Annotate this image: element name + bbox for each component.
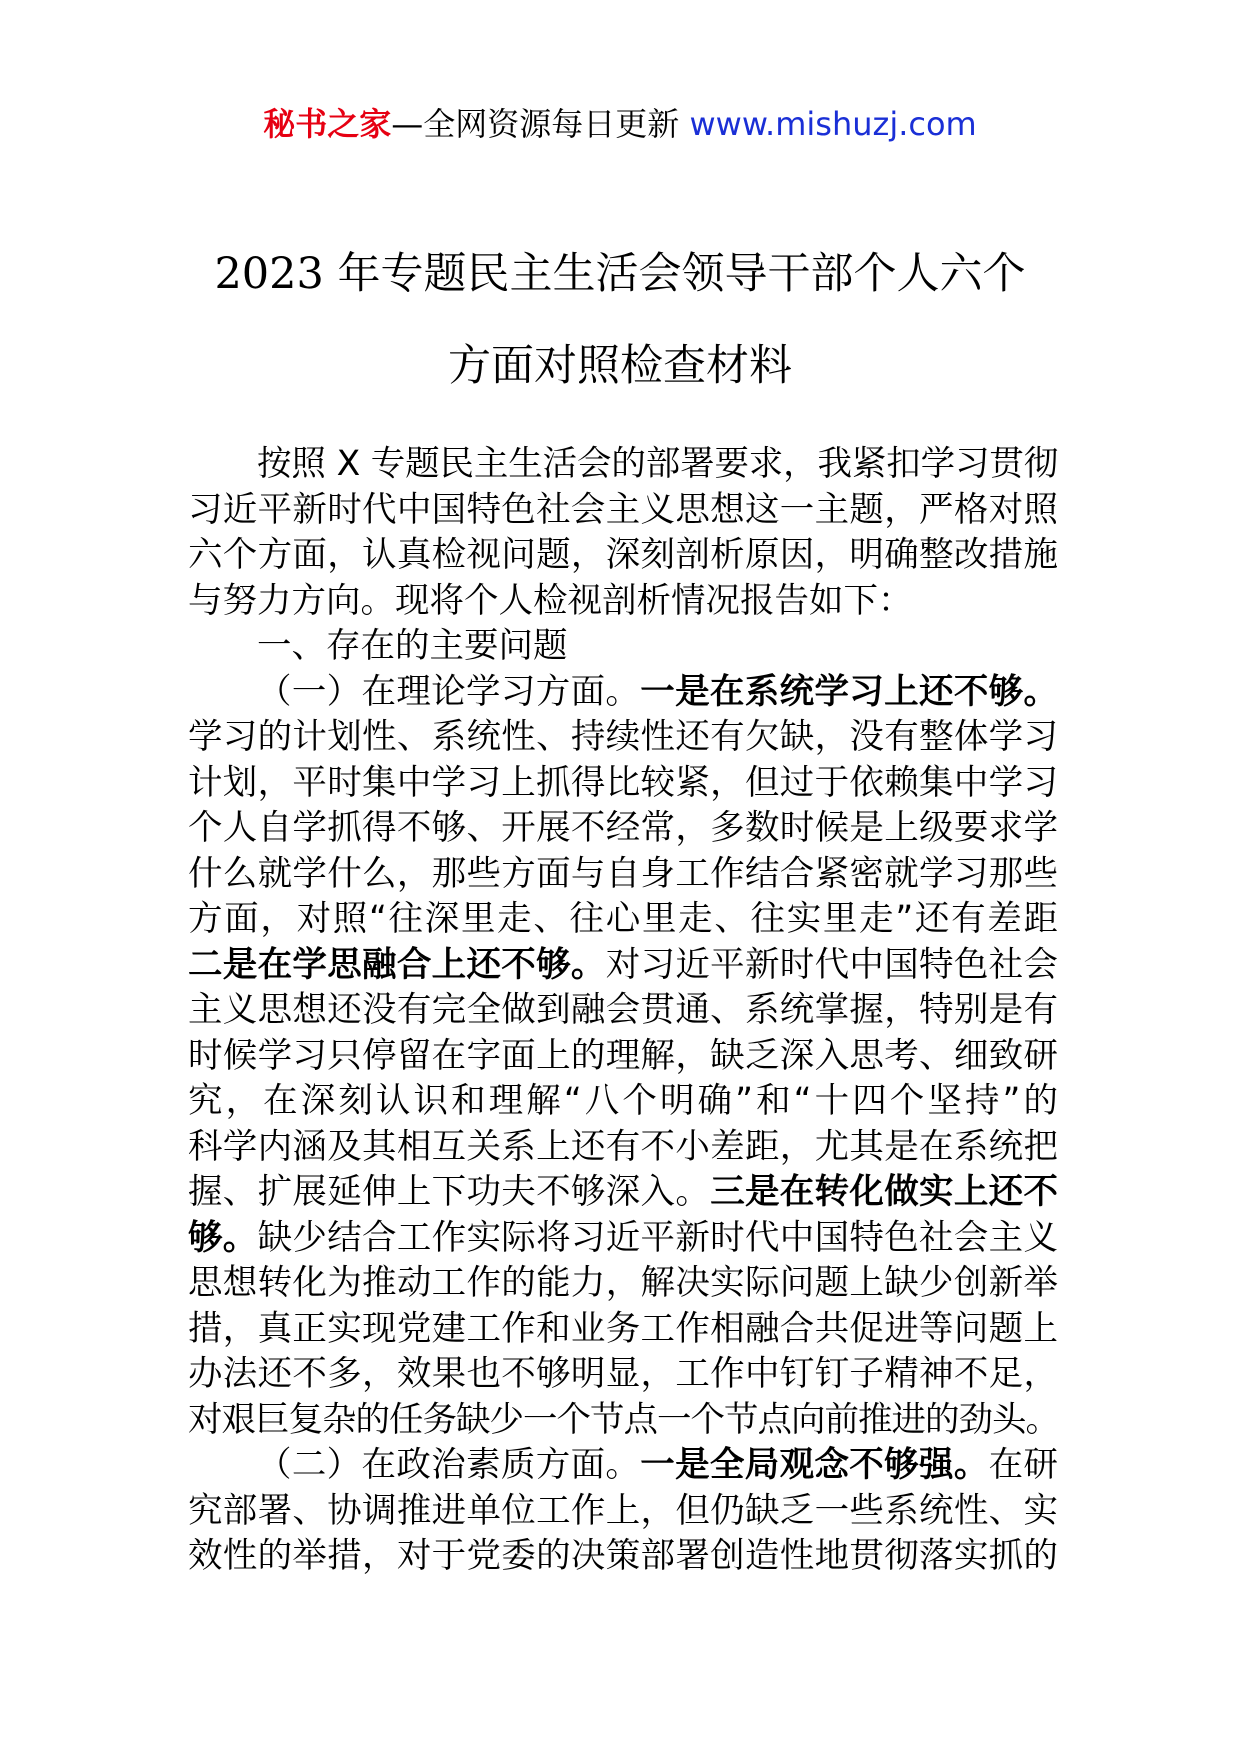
paragraph-line: 个人自学抓得不够、开展不经常，多数时候是上级要求学 bbox=[188, 808, 1058, 848]
paragraph-line: 办法还不多，效果也不够明显，工作中钉钉子精神不足， bbox=[188, 1354, 1058, 1394]
paragraph-line: 时候学习只停留在字面上的理解，缺乏深入思考、细致研 bbox=[188, 1035, 1058, 1076]
paragraph-line: 学习的计划性、系统性、持续性还有欠缺，没有整体学习 bbox=[188, 717, 1058, 757]
document-body bbox=[188, 442, 1058, 1580]
paragraph-line: 科学内涵及其相互关系上还有不小差距，尤其是在系统把 bbox=[188, 1126, 1058, 1167]
paragraph-line: 究部署、协调推进单位工作上，但仍缺乏一些系统性、实 bbox=[188, 1490, 1058, 1531]
paragraph-line bbox=[188, 943, 1058, 989]
intro-line: 六个方面，认真检视问题，深刻剖析原因，明确整改措施 bbox=[188, 535, 1058, 575]
site-header bbox=[0, 100, 1240, 148]
paragraph-line: 对艰巨复杂的任务缺少一个节点一个节点向前推进的劲头。 bbox=[188, 1399, 1059, 1440]
title-line-1: 2023 年专题民主生活会领导干部个人六个 bbox=[214, 249, 1026, 299]
subsection-lead: （二）在政治素质方面。 bbox=[257, 1445, 641, 1485]
paragraph-line bbox=[188, 1170, 1058, 1216]
paragraph-line bbox=[188, 670, 1058, 716]
paragraph-text: 在研 bbox=[988, 1445, 1059, 1485]
paragraph-line: 效性的举措，对于党委的决策部署创造性地贯彻落实抓的 bbox=[188, 1536, 1058, 1576]
paragraph-line: 主义思想还没有完全做到融会贯通、系统掌握，特别是有 bbox=[188, 990, 1058, 1030]
intro-line: 按照 X 专题民主生活会的部署要求，我紧扣学习贯彻 bbox=[257, 444, 1058, 484]
paragraph-line: 究，在深刻认识和理解“八个明确”和“十四个坚持”的 bbox=[188, 1081, 1058, 1121]
key-point: 二是在学思融合上还不够。 bbox=[188, 944, 606, 985]
subsection-lead: （一）在理论学习方面。 bbox=[257, 671, 641, 712]
site-url-link[interactable]: www.mishuzj.com bbox=[689, 105, 977, 143]
paragraph-line: 方面，对照“往深里走、往心里走、往实里走”还有差距 bbox=[188, 899, 1058, 939]
paragraph-text: 缺少结合工作实际将习近平新时代中国特色社会主义 bbox=[257, 1217, 1058, 1258]
paragraph-line: 什么就学什么，那些方面与自身工作结合紧密就学习那些 bbox=[188, 853, 1058, 894]
key-point: 够。 bbox=[188, 1217, 258, 1258]
key-point: 三是在转化做实上还不 bbox=[710, 1172, 1058, 1212]
intro-line: 与努力方向。现将个人检视剖析情况报告如下： bbox=[188, 580, 913, 621]
intro-line: 习近平新时代中国特色社会主义思想这一主题，严格对照 bbox=[188, 489, 1058, 530]
title-line-2: 方面对照检查材料 bbox=[448, 341, 792, 391]
header-slogan: —全网资源每日更新 bbox=[391, 105, 690, 143]
brand-name: 秘书之家 bbox=[263, 105, 392, 143]
paragraph-line bbox=[188, 1216, 1058, 1262]
paragraph-line: 措，真正实现党建工作和业务工作相融合共促进等问题上 bbox=[188, 1308, 1058, 1349]
paragraph-line bbox=[188, 1443, 1058, 1489]
paragraph-text: 握、扩展延伸上下功夫不够深入。 bbox=[188, 1172, 711, 1212]
document-title bbox=[150, 228, 1090, 412]
paragraph-text: 对习近平新时代中国特色社会 bbox=[605, 944, 1058, 985]
key-point: 一是全局观念不够强。 bbox=[640, 1445, 989, 1485]
key-point: 一是在系统学习上还不够。 bbox=[640, 671, 1058, 712]
section-heading: 一、存在的主要问题 bbox=[257, 626, 568, 666]
paragraph-line: 计划，平时集中学习上抓得比较紧，但过于依赖集中学习 bbox=[188, 762, 1058, 803]
paragraph-line: 思想转化为推动工作的能力，解决实际问题上缺少创新举 bbox=[188, 1263, 1058, 1303]
